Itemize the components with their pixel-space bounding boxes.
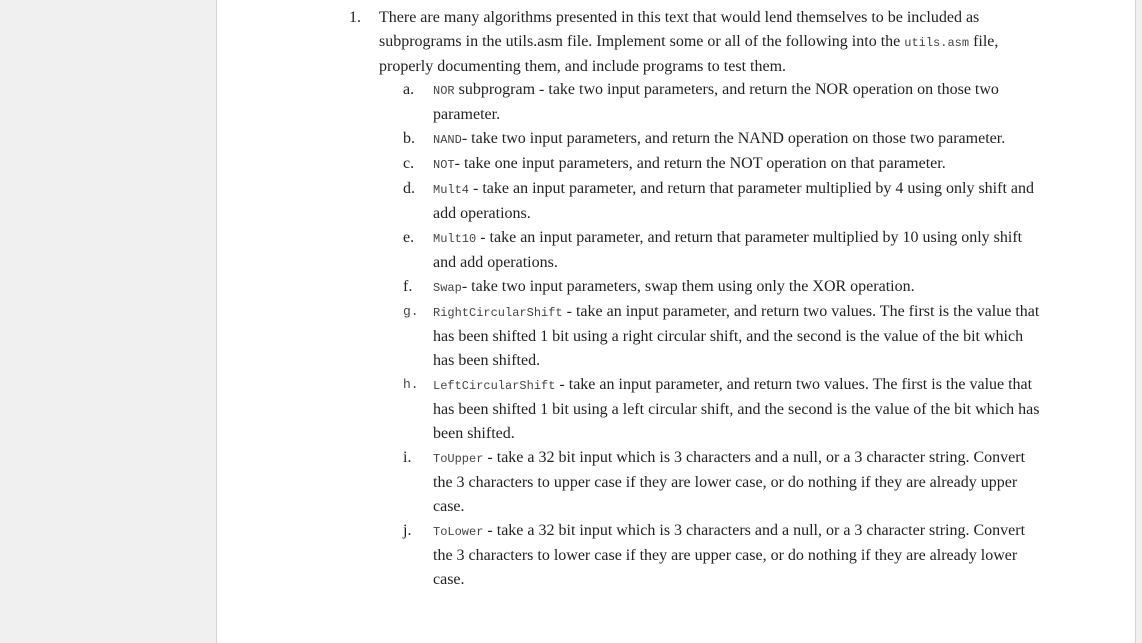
list-item-left-circular-shift bbox=[403, 373, 1043, 446]
list-marker: i. bbox=[403, 449, 412, 466]
subprogram-name: NOR bbox=[433, 84, 455, 98]
subprogram-description: - take a 32 bit input which is 3 characters and a null, or a 3 character string. Convert the 3 characters to lower case if they are upper case, or do nothing if they are already lower case. bbox=[433, 522, 1026, 588]
list-item-to-lower bbox=[403, 519, 1043, 592]
list-marker: a. bbox=[403, 81, 415, 98]
subprogram-description: - take two input parameters, swap them using only the XOR operation. bbox=[461, 278, 915, 295]
list-item-mult10 bbox=[403, 226, 1043, 275]
subprogram-description: - take an input parameter, and return that parameter multiplied by 10 using only shift and add operations. bbox=[433, 229, 1023, 271]
subprogram-description: - take two input parameters, and return the NAND operation on those two parameter. bbox=[461, 130, 1006, 147]
list-item-nor bbox=[403, 78, 1043, 127]
list-marker: b. bbox=[403, 130, 415, 147]
subprogram-description: - take one input parameters, and return the NOT operation on that parameter. bbox=[454, 155, 946, 172]
list-item-to-upper bbox=[403, 446, 1043, 519]
list-item-not bbox=[403, 152, 1043, 177]
list-item-swap bbox=[403, 275, 1043, 300]
intro-text-after: file, properly documenting them, and include programs to test them. bbox=[379, 33, 999, 75]
subprogram-description: - take a 32 bit input which is 3 characters and a null, or a 3 character string. Convert the 3 characters to upper case if they are lower case, or do nothing if they are already upper case. bbox=[433, 449, 1026, 515]
list-item-mult4 bbox=[403, 177, 1043, 226]
list-item-right-circular-shift bbox=[403, 300, 1043, 373]
subprogram-name: NOT bbox=[433, 158, 455, 172]
intro-code-filename: utils.asm bbox=[904, 36, 970, 50]
list-marker: e. bbox=[403, 229, 415, 246]
subprogram-name: LeftCircularShift bbox=[433, 379, 556, 393]
list-marker: d. bbox=[403, 180, 415, 197]
subprogram-description: - take an input parameter, and return two values. The first is the value that has been shifted 1 bit using a left circular shift, and the second is the value of the bit which has been shifted. bbox=[433, 376, 1040, 442]
subprogram-description: - take an input parameter, and return that parameter multiplied by 4 using only shift and add operations. bbox=[433, 180, 1034, 222]
list-item-nand bbox=[403, 127, 1043, 152]
subprogram-name: Swap bbox=[433, 281, 462, 295]
subprogram-description: - take an input parameter, and return two values. The first is the value that has been shifted 1 bit using a right circular shift, and the second is the value of the bit which has been shifted. bbox=[433, 303, 1040, 369]
exercise-number: 1. bbox=[349, 9, 361, 26]
subprogram-description: subprogram - take two input parameters, and return the NOR operation on those two parameter. bbox=[433, 81, 999, 123]
subprogram-name: Mult4 bbox=[433, 183, 470, 197]
subprogram-name: Mult10 bbox=[433, 232, 477, 246]
list-marker: h. bbox=[403, 377, 419, 392]
list-marker: c. bbox=[403, 155, 415, 172]
subprogram-list bbox=[403, 78, 1043, 592]
subprogram-name: NAND bbox=[433, 133, 462, 147]
list-marker: j. bbox=[403, 522, 412, 539]
list-marker: g. bbox=[403, 304, 419, 319]
subprogram-name: ToUpper bbox=[433, 452, 484, 466]
exercise-intro-text bbox=[379, 6, 1029, 79]
subprogram-name: RightCircularShift bbox=[433, 306, 563, 320]
subprogram-name: ToLower bbox=[433, 525, 484, 539]
intro-text-before: There are many algorithms presented in this text that would lend themselves to be included as subprograms in the utils.asm file. Implement some or all of the following into the bbox=[379, 9, 980, 50]
list-marker: f. bbox=[403, 278, 413, 295]
